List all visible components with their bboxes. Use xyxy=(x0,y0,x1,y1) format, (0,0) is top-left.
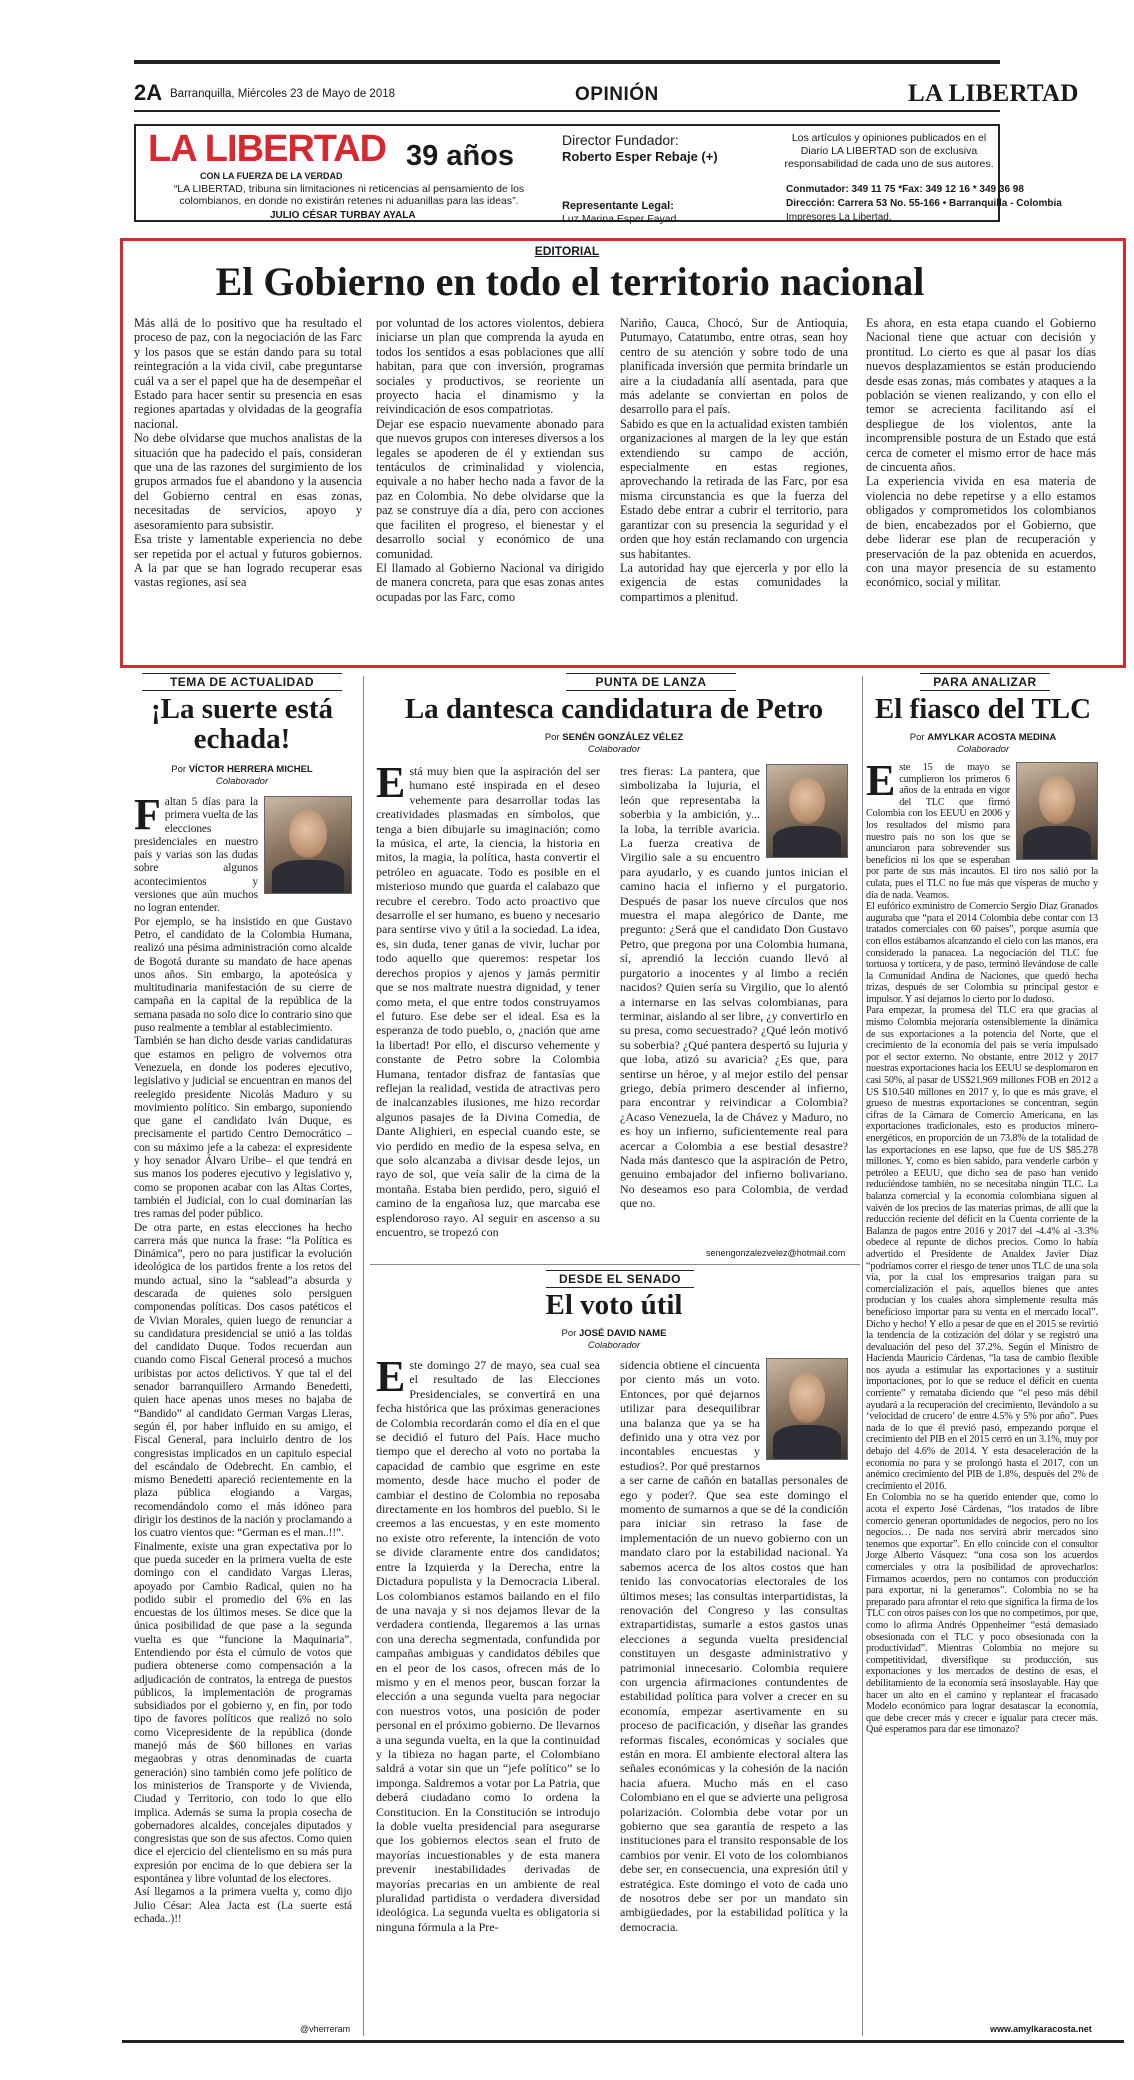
center-top-email: senengonzalezvelez@hotmail.com xyxy=(706,1248,846,1258)
founder-label: Director Fundador: xyxy=(562,132,679,148)
masthead-disclaimer: Los artículos y opiniones publicados en el Diario LA LIBERTAD son de exclusiva responsabilidad de cada uno de sus autores. xyxy=(784,132,994,170)
right-byline: Por AMYLKAR ACOSTA MEDINA Colaborador xyxy=(909,732,1057,755)
right-dropcap: E xyxy=(866,762,896,805)
center-bottom-dropcap: E xyxy=(376,1358,406,1401)
founder-name: Roberto Esper Rebaje (+) xyxy=(562,149,718,164)
left-section-tag: TEMA DE ACTUALIDAD xyxy=(142,673,342,691)
editorial-title: El Gobierno en todo el territorio nacional xyxy=(215,259,925,304)
left-byline: Por VÍCTOR HERRERA MICHEL Colaborador xyxy=(171,764,313,787)
masthead-phone: Conmutador: 349 11 75 *Fax: 349 12 16 * 349 36 98 xyxy=(786,184,1024,195)
left-author-photo xyxy=(264,796,352,894)
center-mid-rule xyxy=(370,1264,860,1265)
center-top-byline: Por SENÉN GONZÁLEZ VÉLEZ Colaborador xyxy=(544,732,684,755)
section-name: OPINIÓN xyxy=(575,84,659,105)
masthead-quote: “LA LIBERTAD, tribuna sin limitaciones ni reticencias al pensamiento de los colombianos, en donde no existirán retenes ni aduanillas para las ideas”. xyxy=(173,183,525,207)
left-article-body: Faltan 5 días para la primera vuelta de las elecciones presidenciales en nuestro país y varias son las dudas sobre algunos acontecimientos y versiones que aún muchos no logran entender. Por ejemplo, se ha insistido en que Gustavo Petro, el candidato de la Colombia Humana, realizó una pésima administración como alcalde de Bogotá durante su mandato de hace apenas unos años. Sin embargo, la apoteósica y multitudinaria manifestación de su cierre de campaña en la capital de la república de la semana pasada no solo dice lo contrario sino que puso realmente a temblar al establecimiento. También se han dicho desde varias candidaturas que estamos en peligro de volvernos otra Venezuela, en donde los poderes ejecutivo, legislativo y judicial se encuentran en manos del reelegido presidente Nicolás Maduro y su movimiento político. Sin embargo, suponiendo que gane el candidato Iván Duque, es precisamente el partido Centro Democrático –con su máximo jefe a la cabeza: el expresidente y hoy senador Álvaro Uribe– el que tendrá en sus manos los poderes ejecutivo y legislativo y, como se proponen acabar con las Altas Cortes, también el Judicial, con lo cual dominarían las tres ramas del poder público. De otra parte, en estas elecciones ha hecho carrera más que nunca la frase: “la Política es Dinámica”, pero no para justificar la evolución ideológica de los partidos frente a los retos del mundo actual, sino la “sablead”a absurda y descarada de quienes solo persiguen componendas políticas. Dos casos patéticos el de Vivian Morales, quien luego de renunciar a su candidatura presidencial se unió a las toldas del candidato Duque. Todos recuerdan aun cuando como Fiscal General procesó a muchos uribistas por actos delictivos. Y que tal el del senador barranquillero Armando Benedetti, quien hace apenas unos meses no bajaba de “Bandido” al candidato German Vargas Lleras, según él, por haber influido en su amigo, el Fiscal General, para incluirlo dentro de los congresistas implicados en un capitulo especial del escándalo de Odebrecht. En cambio, el mismo Benedetti apareció recientemente en la plaza pública elogiando a Vargas, recomendándolo como el más idóneo para dirigir los destinos de la nación y proclamando a los cuatro vientos que: “German es el man..!!”. Finalmente, existe una gran expectativa por lo que pueda suceder en la primera vuelta de este domingo con el candidato Vargas Lleras, apoyado por Cambio Radical, quien no ha podido subir el promedio del 6% en las encuestas de los últimos meses. Se dice que la única posibilidad de que pase a la segunda vuelta es que “funcione la Maquinaria”. Entendiendo por ésta el cúmulo de votos que pudiera obtenerse como compensación a la adjudicación de contratos, la entrega de puestos públicos, la implementación de programas subsidiados por el gobierno y, en fin, por todo tipo de favores políticos que realizó no solo como Vicepresidente de la república (donde manejó más de $60 billones en varias megaobras y otras denominadas de cuarta generación) sino también como jefe político de los ministerios de Transporte y de Vivienda, Ciudad y Territorio, con todo lo que ello implica. Además se suma la propia cosecha de gobernadores alcaldes, concejales diputados y congresistas que son de sus afectos. Como quien dice el ejercicio del clientelismo en su más pura expresión por encima de lo que debiera ser la espontánea y libre voluntad de los electores. Así llegamos a la primera vuelta y, como dijo Julio César: Alea Jacta est (La suerte está echada..)!! xyxy=(134,796,352,1925)
masthead-years: 39 años xyxy=(406,140,514,172)
date-line: Barranquilla, Miércoles 23 de Mayo de 2018 xyxy=(170,88,396,100)
masthead-address: Dirección: Carrera 53 No. 55-166 • Barranquilla - Colombia xyxy=(786,198,1062,209)
right-author-photo xyxy=(1016,762,1098,860)
center-bottom-author-photo xyxy=(766,1358,848,1460)
editorial-column-3: Nariño, Cauca, Chocó, Sur de Antioquia, Putumayo, Catatumbo, entre otras, sean hoy centro de su atención y sobre todo de una planificada inversión que permita brindarle un aire a la ciudadanía allí asentada, para que más adelante se conviertan en polos de desarrollo para el país. Sabido es que en la actualidad existen también organizaciones al margen de la ley que están extendiendo su campo de acción, especialmente en estas regiones, aprovechando la retirada de las Farc, por esa misma circunstancia es que la fuerza del Estado debe entrar a cubrir el territorio, para garantizar con su presencia la seguridad y el orden que hoy están reclamando con urgencia sus habitantes. La autoridad hay que ejercerla y por ello la exigencia de estas comunidades la compartimos a plenitud. xyxy=(620,316,848,604)
page-number: 2A xyxy=(134,80,163,105)
masthead-tagline: CON LA FUERZA DE LA VERDAD xyxy=(200,171,343,181)
center-top-author-photo xyxy=(766,764,848,858)
top-rule xyxy=(134,60,1000,64)
editorial-column-2: por voluntad de los actores violentos, debiera iniciarse un plan que comprenda la ayuda en todos los sentidos a esas poblaciones que allí habitan, para que con inversión, programas sociales y productivos, se reoriente un proyecto hacia el dinamismo y la reivindicación de esos compatriotas. Dejar ese espacio nuevamente abonado para que nuevos grupos con intereses diversos a los legales se apoderen de él y extiendan sus tentáculos de criminalidad y violencia, equivale a no haber hecho nada a favor de la paz en Colombia. No debe olvidarse que la paz se construye día a día, pero con acciones que faciliten el progreso, el bienestar y el desarrollo social y económico de una comunidad. El llamado al Gobierno Nacional va dirigido de manera concreta, para que esas zonas antes ocupadas por las Farc, como xyxy=(376,316,604,604)
left-headline: ¡La suerte está echada! xyxy=(150,693,333,756)
editorial-column-4: Es ahora, en esta etapa cuando el Gobierno Nacional tiene que actuar con decisión y prontitud. Lo cierto es que al pasar los días nuevos desplazamientos se están produciendo desde esas zonas, más combates y ataques a la población se vienen realizando, y con ello el temor se acrecienta facilitando así el despliegue de los violentos, ante la incomprensible postura de un Estado que está cerca de cometer el mismo error de hace más de cincuenta años. La experiencia vivida en esa materia de violencia no debe repetirse y a ello estamos obligados y comprometidos los colombianos de bien, encabezados por el Gobierno, que debe liderar ese plan de recuperación y preservación de la paz obtenida en acuerdos, con una mayor presencia de su estamento económico, social y militar. xyxy=(866,316,1096,590)
right-website: www.amylkaracosta.net xyxy=(990,2024,1092,2034)
right-headline: El fiasco del TLC xyxy=(874,693,1092,725)
center-top-col-1: Está muy bien que la aspiración del ser humano esté inspirada en el deseo vehemente para desarrollar todas las creatividades plasmadas en símbolos, que tenga a bien dibujarle su imaginación; como la música, el arte, la ciencia, la historia en mitos, la magia, la política, hasta convertir el petróleo en aguacate. Todo es posible en el misterioso mundo que guarda el calabazo que recubre el cerebro. Todo acto proactivo que desarrolle el ser humano, es bueno y necesario para sentirse vivo y útil a la sociedad. La idea, es, sin duda, tener ganas de vivir, luchar por todo aquello que queremos: respetar los derechos propios y ajenos y jamás permitir que se nos maltrate nuestra dignidad, y tener como meta, el que entre todos construyamos el futuro. Ese debe ser el ideal. Esa es la esperanza de todo pueblo, o, ¿nación que ame la libertad! Por ello, el discurso vehemente y constante de Petro sobre la Colombia Humana, tentador disfraz de fantasías que reflejan la realidad, vestida de atractivas pero de inalcanzables ilusiones, me hizo recordar algunos pasajes de la Divina Comedia, de Dante Alighieri, en especial cuando este, se vio perdido en medio de la espesa selva, en que solo alcanzaba a divisar desde lejos, un rayo de sol, que veía salir de la cima de la montaña. Estaba bien perdido, pero, siguió el camino de la engañosa luz, que marcaba ese esplendoroso rayo. Al seguir en ascenso a su encuentro, se tropezó con xyxy=(376,764,600,1239)
masthead-printer: Impresores La Libertad. xyxy=(786,212,892,223)
right-article-body: Este 15 de mayo se cumplieron los primeros 6 años de la entrada en vigor del TLC que firmó Colombia con los EEUU en 2006 y los resultados del mismo para nuestro país no son los que se anunciaron para sobrevender sus beneficios ni los que se esperaban por parte de sus más incautos. El tiro nos salió por la culata, pues el TLC no fue más que vísperas de mucho y día de nada. Veamos. El eufórico exministro de Comercio Sergio Díaz Granados auguraba que “para el 2014 Colombia debe contar con 13 tratados comerciales con 60 países”, porque asumía que con ellos estábamos alcanzando el cielo con las manos, era considerado la panacea. La negociación del TLC fue tortuosa y tortícera, y de paso, terminó llevándose de calle la Comunidad Andina de Naciones, que quedó hecha trizas, después de ser Colombia su principal gestor e impulsor. Y así dejamos lo cierto por lo dudoso. Para empezar, la promesa del TLC era que gracias al mismo Colombia mejoraría ostensiblemente la dinámica de sus exportaciones a la potencia del Norte, que el crecimiento de la economía del país se vería impulsado por el sector externo. No obstante, entre 2012 y 2017 nuestras exportaciones hacia los EEUU se desplomaron en casi 50%, al pasar de US$21.969 millones FOB en 2012 a US $10.540 millones en 2017 y, lo que es más grave, el grueso de nuestras exportaciones se concentran, según cifras de la Cámara de Comercio Americana, en las exportaciones tradicionales, esto es productos minero-energéticos, en proporción de un 73.8% de la totalidad de las exportaciones en ese lapso, que fue de US $85.278 millones. Y, como es bien sabido, para venderle carbón y petróleo a EEUU, que dicho sea de paso han venido reduciéndose también, no se necesitaba ningún TLC. La balanza comercial y la economía colombiana siguen al vaivén de los precios de las materias primas, de allí que la reducción reciente del déficit en la Cuenta corriente de la Balanza de pagos entre 2016 y 2017 del -4.4% al -3.3% obedece al repunte de dichos precios. Como lo había advertido el Presidente de Analdex Javier Díaz “podríamos correr el riesgo de tener unos TLC de una sola vía, por la cual los empresarios traigan para su comercialización el país, aquellos bienes que antes producían y los cuales ahora simplemente resulta más beneficioso importar para su venta en el mercado local”. Dicho y hecho! Y ello a pesar de que en el 2015 se revirtió la tendencia de la cotización del dólar y se registró una devaluación del peso del 37.2%. Según el Ministro de Hacienda Mauricio Cárdenas, “la tasa de cambio flexible nos ayuda a estimular las exportaciones y a sustituir importaciones, por lo que se reduce el déficit en cuenta corriente” y remataba diciendo que “el peso más débil ayudará a la recuperación del crecimiento, llevándolo a su ‘velocidad de crucero’ de entre 4.5% y 5% por año”. Pues nada de lo que él previó pasó, empezando porque el crecimiento del PIB en el 2015 cerró en un 3.1%, muy por debajo del 4.6% de 2014. Y esta desaceleración de la economía no para y se prolongó hasta el 2017, con un anémico crecimiento del PIB de 1.8%, después del 2% de crecimiento el 2016. En Colombia no se ha querido entender que, como lo acota el experto José Cárdenas, “los tratados de libre comercio generan oportunidades de negocios, pero no los negocios… De nada nos servirá abrir mercados sino tenemos que exportar”. En ello coincide con el consultor Jorge Alberto Vásquez: “una cosa son los acuerdos comerciales y otra la posibilidad de aprovecharlos: Firmamos acuerdos, pero no contamos con producción para exportar, ni la generamos”. Colombia no se ha preparado para afrontar el reto que significa la firma de los TLC con otros países con los que no competimos, por que, como lo afirma Andrés Oppenheimer “está demasiado obsesionada con el TLC y poco obsesionada con la productividad”. Mientras Colombia no mejore su competitividad, diversifique su producción, sus exportaciones y los mercados de destino de esas, el debilitamiento de la economía será insoslayable. Hay que hacer un alto en el camino y replantear el fracasado Modelo económico para lograr desatascar la economía, que debe crecer más y crecer e igualar para crecer más. Qué esperamos para dar ese timonazo? xyxy=(866,762,1098,1736)
masthead-logo: LA LIBERTAD xyxy=(148,128,387,170)
center-bottom-byline: Por JOSÉ DAVID NAME Colaborador xyxy=(561,1328,667,1351)
left-twitter-handle: @vherreram xyxy=(300,2024,351,2034)
legal-name: Luz Marina Esper Fayad xyxy=(562,213,677,225)
masthead-quote-author: JULIO CÉSAR TURBAY AYALA xyxy=(270,210,416,221)
center-bottom-col-1: Este domingo 27 de mayo, sea cual sea el resultado de las Elecciones Presidenciales, se convertirá en una fecha histórica que las próximas generaciones de Colombia recordarán como el día en el que se decidió el futuro del País. Hace mucho tiempo que el derecho al voto no portaba la capacidad de cambio que esgrime en este momento, desde hace mucho el poder de cambiar el destino de Colombia no reposaba directamente en los hombros del pueblo. Si le creemos a las encuestas, y en este momento no existe otro referente, la intención de voto se divide claramente entre dos candidatos; entre la Izquierda y la Derecha, entre la Dictadura populista y la Democracia Liberal. Los colombianos estamos bailando en el filo de una navaja y si nos dejamos llevar de la verdadera contienda, llegaremos a las urnas con una derecha segmentada, confundida por campañas ambiguas y candidatos débiles que en el peor de los casos, ofrecen más de lo mismo y en el menos peor, buscan forzar la elección a una segunda vuelta para negociar con nuestros votos, una posición de poder personal en el próximo gobierno. De llevarnos a una segunda vuelta, en la que la continuidad y la tibieza no hagan parte, el Colombiano saldrá a votar sin que un “jefe político” se lo imponga. Saldremos a votar por La Patria, que deberá ciudadano como lo ordena la Constitucion. En la Constitución se introdujo la doble vuelta presidencial para asegurarse que los gobiernos electos sean el fruto de mayorías incuestionables y de esta manera prevenir inestabilidades derivadas de mayorías precarias en un ambiente de real pluralidad partidista o verdadera diversidad ideológica. La segunda vuelta es obligatoria si ninguna fórmula a la Pre- xyxy=(376,1358,600,1934)
right-section-tag: PARA ANALIZAR xyxy=(920,673,1050,691)
center-top-headline: La dantesca candidatura de Petro xyxy=(404,693,824,725)
center-bottom-section-tag: DESDE EL SENADO xyxy=(546,1270,694,1288)
editorial-label: EDITORIAL xyxy=(534,244,600,258)
column-divider-left xyxy=(363,676,364,2036)
left-dropcap: F xyxy=(134,796,161,839)
editorial-column-1: Más allá de lo positivo que ha resultado el proceso de paz, con la negociación de las Farc y los pasos que se están dando para su total reintegración a la vida civil, cabe preguntarse cuál va a ser el papel que ha de desempeñar el Estado para hacer sentir su presencia en esas regiones apartadas y olvidadas de la geografía nacional. No debe olvidarse que muchos analistas de la situación que ha padecido el país, consideran que una de las razones del surgimiento de los grupos armados fue el abandono y la ausencia del Gobierno central en esas zonas, necesitadas de servicios, apoyo y asesoramiento para subsistir. Esa triste y lamentable experiencia no debe ser repetida por el actual y futuros gobiernos. A la par que se han logrado recuperar esas vastas regiones, así sea xyxy=(134,316,362,590)
header-rule xyxy=(134,110,1000,112)
center-top-section-tag: PUNTA DE LANZA xyxy=(566,673,736,691)
center-top-dropcap: E xyxy=(376,764,406,807)
center-top-col-2: tres fieras: La pantera, que simbolizaba la lujuria, el león que representaba la soberbia y la ambición, y... la loba, la terrible avaricia. La fuerza creativa de Virgilio sale a su encuentro para ayudarlo, y es cuando juntos inician el camino hacia el infierno y el purgatorio. Después de pasar los nueve círculos que nos muestra el mapa alegórico de Dante, me pregunto: ¿Será que el candidato Don Gustavo Petro, que pregona por una Colombia humana, sí, aprendió la lección cuando llevó al purgatorio a inocentes y al limbo a recién nacidos? Quien sería su Virgilio, que lo alentó a internarse en las selvas colombianas, para terminar, aislando al ser libre, ¿y convertirlo en su presa, como secuestrado? ¿Qué león motivó su soberbia? ¿Qué pantera despertó su lujuria y que loba, atizó su avaricia? ¿Es que, para sentirse un héroe, y al mejor estilo del pensar griego, debía primero descender al infierno, para encontrar y reivindicar a Colombia? ¿Acaso Venezuela, la de Chávez y Maduro, no es hoy un infierno, suficientemente real para acercar a Colombia a ese bestial desastre? Nada más dantesco que la aspiración de Petro, genuino embajador del infierno bolivariano. No deseamos eso para Colombia, de verdad que no. xyxy=(620,764,848,1211)
column-divider-right xyxy=(862,676,863,2036)
center-bottom-col-2: sidencia obtiene el cincuenta por ciento más un voto. Entonces, por qué dejarnos utilizar para desequilibrar una balanza que ya se ha definido una y otra vez por incontables encuestas y estudios?. Por qué prestarnos a ser carne de cañón en batallas personales de ego y poder?. Que sea este domingo el momento de sumarnos a que se dé la condición para iniciar sin retraso la fase de implementación de un nuevo gobierno con un mandato claro por la estabilidad nacional. Ya sabemos acerca de los altos costos que han tenido las convocatorias electorales de los últimos meses; las consultas interpartidistas, la renovación del Congreso y las consultas extrapartidistas, sumarle a estos gastos unas elecciones a segunda vuelta presidencial constituyen un desgaste administrativo y patrimonial innecesario. Colombia requiere con urgencia afirmaciones contundentes de estabilidad política para volver a crecer en su economía, empezar asertivamente en su proceso de pacificación, y diseñar las grandes reformas fiscales, económicas y sociales que están en mora. El ambiente electoral altera las señales económicas y la cohesión de la nación hacia afuera. Mucho más en el caso Colombiano en el que se advierte una peligrosa polarización. Colombia debe votar por un gobierno que sea garantía de respeto a las instituciones para el transito responsable de los cambios por venir. El voto de los colombianos debe ser, en consecuencia, una expresión útil y estratégica. Este domingo el voto de cada uno de nosotros debe ser por un mandato sin ambigüedades, por la estabilidad política y la democracia. xyxy=(620,1358,848,1934)
paper-name: LA LIBERTAD xyxy=(908,80,1079,107)
bottom-rule xyxy=(122,2040,1124,2043)
center-bottom-headline: El voto útil xyxy=(545,1289,683,1321)
legal-label: Representante Legal: xyxy=(562,200,674,212)
